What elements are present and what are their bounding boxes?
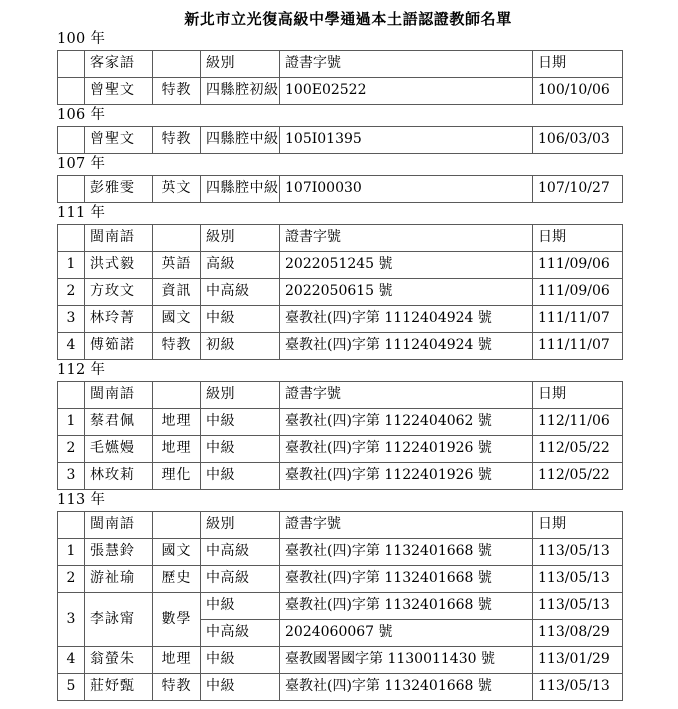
section-107 [0,154,678,203]
cell-date: 111/11/07 [533,306,623,333]
cell-date: 111/09/06 [533,279,623,306]
cell-cert-no: 107I00030 [280,176,533,203]
cell-name: 游祉瑜 [85,566,153,593]
cell-name: 林玲菁 [85,306,153,333]
table-header-row [58,51,623,78]
year-label-106: 106 年 [57,107,106,123]
header-subject [153,512,201,539]
header-subject [153,51,201,78]
cell-date: 113/08/29 [533,620,623,647]
header-cert-no: 證書字號 [280,51,533,78]
header-level: 級別 [201,512,280,539]
cert-table-107 [57,175,623,203]
cert-table-113 [57,511,623,701]
header-date: 日期 [533,225,623,252]
header-date: 日期 [533,512,623,539]
cell-level: 中高級 [201,539,280,566]
header-subject [153,382,201,409]
cell-level: 四縣腔初級 [201,78,280,105]
year-label-113: 113 年 [57,492,106,508]
cert-table-111 [57,224,623,360]
cell-subject: 英文 [153,176,201,203]
cell-index [58,78,85,105]
document-page [0,9,678,709]
table-row [58,539,623,566]
header-date: 日期 [533,51,623,78]
cell-cert-no: 105I01395 [280,127,533,154]
table-row [58,78,623,105]
table-row [58,279,623,306]
year-label-112: 112 年 [57,362,106,378]
section-113 [0,490,678,701]
cell-level: 中級 [201,593,280,620]
cell-level: 中級 [201,409,280,436]
cell-subject: 特教 [153,674,201,701]
cell-date: 100/10/06 [533,78,623,105]
cell-cert-no: 臺教社(四)字第 1132401668 號 [280,674,533,701]
year-label-111: 111 年 [57,205,106,221]
cell-subject: 英語 [153,252,201,279]
cell-name: 方玫文 [85,279,153,306]
cell-subject: 資訊 [153,279,201,306]
section-111 [0,203,678,360]
header-level: 級別 [201,225,280,252]
cell-cert-no: 臺教社(四)字第 1132401668 號 [280,539,533,566]
cell-name: 毛嬿嫚 [85,436,153,463]
cell-cert-no: 臺教社(四)字第 1122404062 號 [280,409,533,436]
table-row [58,674,623,701]
cell-index [58,127,85,154]
table-row [58,566,623,593]
cell-cert-no: 2022051245 號 [280,252,533,279]
cell-index: 1 [58,539,85,566]
year-label-107: 107 年 [57,156,106,172]
header-level: 級別 [201,382,280,409]
cell-cert-no: 臺教社(四)字第 1122401926 號 [280,463,533,490]
cell-date: 113/05/13 [533,566,623,593]
cell-date: 112/05/22 [533,436,623,463]
cell-index: 5 [58,674,85,701]
cell-index: 2 [58,436,85,463]
cell-index [58,176,85,203]
header-index [58,512,85,539]
cell-date: 113/05/13 [533,674,623,701]
year-label-100: 100 年 [57,31,106,47]
cell-date: 112/05/22 [533,463,623,490]
cert-table-100 [57,50,623,105]
header-cert-no: 證書字號 [280,382,533,409]
cell-level: 中高級 [201,620,280,647]
section-106 [0,105,678,154]
cell-cert-no: 2022050615 號 [280,279,533,306]
cell-index: 2 [58,566,85,593]
cert-table-106 [57,126,623,154]
cell-name: 彭雅雯 [85,176,153,203]
header-name: 閩南語 [85,512,153,539]
cell-level: 中級 [201,463,280,490]
table-header-row [58,382,623,409]
cell-name: 蔡君佩 [85,409,153,436]
header-date: 日期 [533,382,623,409]
cell-subject: 歷史 [153,566,201,593]
cell-level: 四縣腔中級 [201,127,280,154]
cell-index: 1 [58,252,85,279]
cell-name: 莊妤甄 [85,674,153,701]
cell-level: 初級 [201,333,280,360]
cell-name: 洪式毅 [85,252,153,279]
cell-index: 3 [58,463,85,490]
cell-level: 高級 [201,252,280,279]
header-index [58,225,85,252]
page-title: 新北市立光復高級中學通過本土語認證教師名單 [184,10,512,28]
table-row [58,593,623,620]
cell-cert-no: 臺教社(四)字第 1112404924 號 [280,306,533,333]
cell-level: 中級 [201,436,280,463]
header-subject [153,225,201,252]
table-row [58,252,623,279]
cell-date: 113/05/13 [533,593,623,620]
cell-cert-no: 臺教社(四)字第 1132401668 號 [280,593,533,620]
cell-subject: 特教 [153,333,201,360]
cell-date: 111/11/07 [533,333,623,360]
section-112 [0,360,678,490]
cell-index: 1 [58,409,85,436]
cell-index: 4 [58,647,85,674]
cell-level: 中級 [201,674,280,701]
table-row [58,463,623,490]
table-header-row [58,225,623,252]
cell-date: 113/01/29 [533,647,623,674]
cell-level: 中級 [201,306,280,333]
cell-level: 中高級 [201,279,280,306]
header-cert-no: 證書字號 [280,225,533,252]
cell-cert-no: 臺教社(四)字第 1122401926 號 [280,436,533,463]
cell-name: 李詠甯 [85,593,153,647]
cell-index: 4 [58,333,85,360]
cell-name: 曾聖文 [85,78,153,105]
cell-cert-no: 臺教國署國字第 1130011430 號 [280,647,533,674]
cell-subject: 特教 [153,78,201,105]
cell-subject: 數學 [153,593,201,647]
header-cert-no: 證書字號 [280,512,533,539]
header-index [58,382,85,409]
cell-subject: 特教 [153,127,201,154]
table-row [58,127,623,154]
cell-subject: 地理 [153,647,201,674]
section-100 [0,29,678,105]
cell-index: 2 [58,279,85,306]
cell-subject: 國文 [153,539,201,566]
cell-name: 曾聖文 [85,127,153,154]
cell-date: 111/09/06 [533,252,623,279]
table-row [58,333,623,360]
header-name: 閩南語 [85,382,153,409]
cell-subject: 國文 [153,306,201,333]
cert-table-112 [57,381,623,490]
cell-name: 傅筎諾 [85,333,153,360]
cell-name: 林玫莉 [85,463,153,490]
cell-subject: 地理 [153,436,201,463]
cell-cert-no: 100E02522 [280,78,533,105]
cell-level: 中高級 [201,566,280,593]
cell-index: 3 [58,306,85,333]
cell-index: 3 [58,593,85,647]
cell-name: 張慧鈴 [85,539,153,566]
cell-cert-no: 2024060067 號 [280,620,533,647]
cell-cert-no: 臺教社(四)字第 1112404924 號 [280,333,533,360]
table-row [58,409,623,436]
cell-level: 四縣腔中級 [201,176,280,203]
table-row [58,176,623,203]
cell-date: 107/10/27 [533,176,623,203]
cell-cert-no: 臺教社(四)字第 1132401668 號 [280,566,533,593]
table-row [58,436,623,463]
cell-subject: 地理 [153,409,201,436]
table-row [58,306,623,333]
cell-name: 翁螢朱 [85,647,153,674]
header-name: 閩南語 [85,225,153,252]
header-level: 級別 [201,51,280,78]
table-row [58,647,623,674]
cell-date: 113/05/13 [533,539,623,566]
header-index [58,51,85,78]
cell-date: 106/03/03 [533,127,623,154]
cell-level: 中級 [201,647,280,674]
table-header-row [58,512,623,539]
header-name: 客家語 [85,51,153,78]
cell-date: 112/11/06 [533,409,623,436]
cell-subject: 理化 [153,463,201,490]
